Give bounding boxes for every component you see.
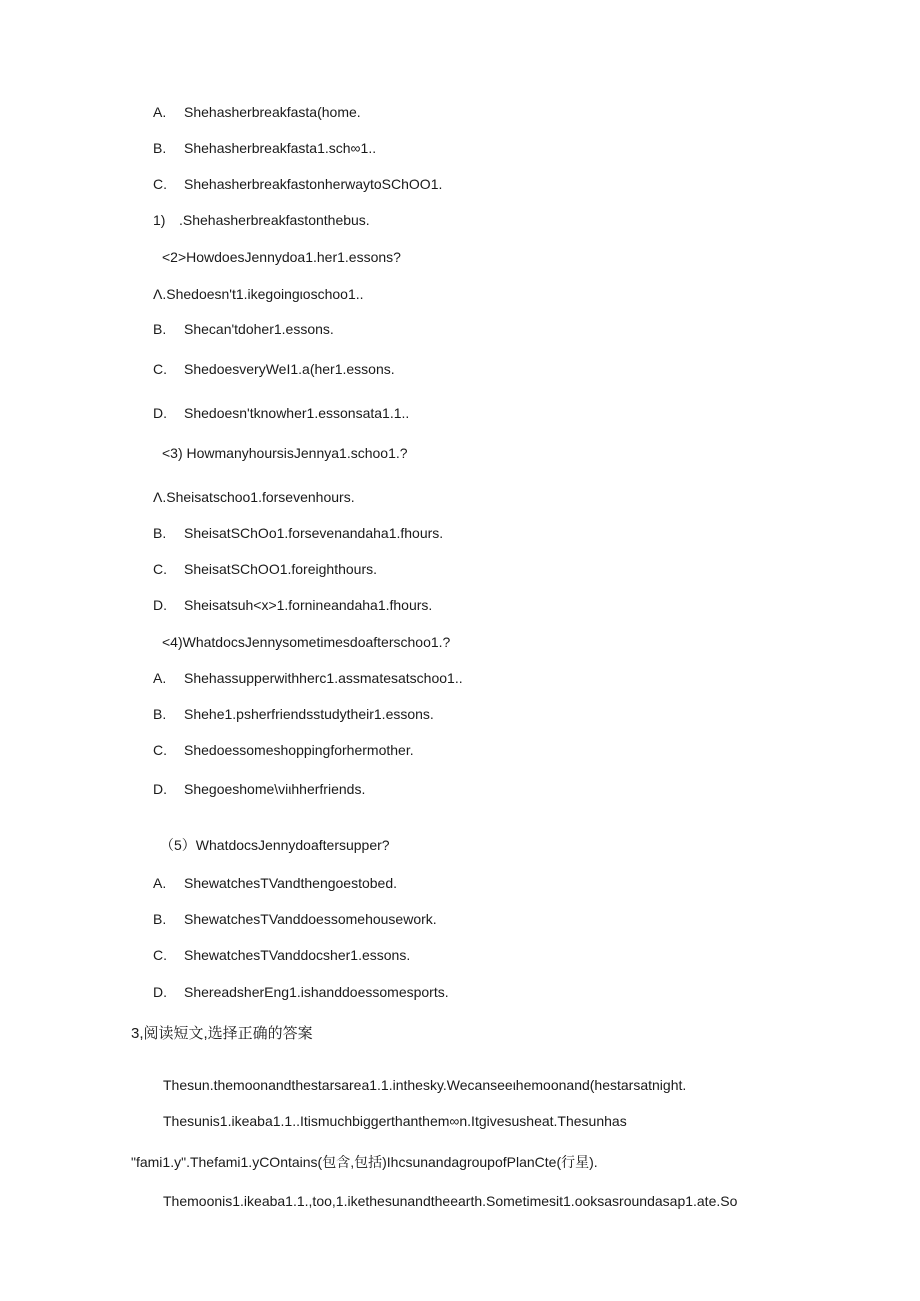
option-label: D. (153, 781, 167, 797)
q1-option-d (153, 211, 370, 229)
option-label: B. (153, 321, 167, 337)
option-text: ShewatchesTVanddoessomehousework. (184, 911, 437, 927)
q4-question: <4)WhatdocsJennysometimesdoafterschoo1.? (162, 634, 451, 650)
q5-option-b (153, 910, 437, 928)
option-text: Shecan'tdoher1.essons. (184, 321, 334, 337)
q5-option-d (153, 983, 449, 1001)
option-text: Shegoeshome\viιhherfriends. (184, 781, 366, 797)
q4-option-b (153, 705, 434, 723)
q3-question: <3) HowmanyhoursisJennya1.schoo1.? (162, 445, 408, 461)
option-text: Shedoessomeshoppingforhermother. (184, 742, 414, 758)
q3-option-c (153, 560, 377, 578)
option-text: Sheisatsuh<x>1.fornineandaha1.fhours. (184, 597, 433, 613)
option-label: C. (153, 947, 167, 963)
passage-line-2: Thesunis1.ikeaba1.1..Itismuchbiggerthanthem∞n.Itgivesusheat.Thesunhas (163, 1113, 627, 1129)
option-text: SheisatSChOo1.forsevenandaha1.fhours. (184, 525, 444, 541)
option-text: .Shehasherbreakfastonthebus. (179, 212, 370, 228)
q3-option-b (153, 524, 443, 542)
q5-option-c (153, 946, 410, 964)
option-label: A. (153, 670, 167, 686)
option-label: A. (153, 875, 167, 891)
option-text: Shehe1.psherfriendsstudytheir1.essons. (184, 706, 434, 722)
option-text: Shehassupperwithherc1.assmatesatschoo1.. (184, 670, 463, 686)
q1-option-c (153, 175, 442, 193)
option-text: Shedoesn'tknowher1.essonsata1.1.. (184, 405, 410, 421)
option-label: C. (153, 176, 167, 192)
option-label: 1) (153, 212, 166, 228)
option-text: ShereadsherEng1.ishanddoessomesports. (184, 984, 449, 1000)
option-label: B. (153, 911, 167, 927)
option-label: C. (153, 361, 167, 377)
option-label: B. (153, 140, 167, 156)
passage-line-1: Thesun.themoonandthestarsarea1.1.inthesky.Wecanseeιhemoonand(hestarsatnight. (163, 1077, 687, 1093)
q4-option-a (153, 669, 463, 687)
option-label: C. (153, 742, 167, 758)
option-label: D. (153, 984, 167, 1000)
option-label: C. (153, 561, 167, 577)
q2-question: <2>HowdoesJennydoa1.her1.essons? (162, 249, 401, 265)
passage-line-3: "fami1.y".Thefami1.yCOntains(包含,包括)IhcsunandagroupofPlanCte(行星). (131, 1154, 598, 1170)
q4-option-d (153, 780, 365, 798)
option-text: ShedoesveryWeI1.a(her1.essons. (184, 361, 395, 377)
option-label: A. (153, 104, 167, 120)
q1-option-a (153, 103, 361, 121)
q3-option-a: Λ.Sheisatschoo1.forsevenhours. (153, 489, 355, 505)
option-text: ShehasherbreakfastonherwaytoSChOO1. (184, 176, 443, 192)
q1-option-b (153, 139, 376, 157)
option-label: D. (153, 597, 167, 613)
q2-option-d (153, 404, 409, 422)
q5-option-a (153, 874, 397, 892)
q2-option-c (153, 360, 395, 378)
q5-question: （5）WhatdocsJennydoaftersupper? (160, 837, 390, 853)
option-label: D. (153, 405, 167, 421)
q3-option-d (153, 596, 432, 614)
q4-option-c (153, 741, 414, 759)
section-heading: 3,阅读短文,选择正确的答案 (131, 1025, 313, 1042)
option-text: Shehasherbreakfasta(home. (184, 104, 361, 120)
q2-option-b (153, 320, 334, 338)
option-text: SheisatSChOO1.foreighthours. (184, 561, 377, 577)
option-label: B. (153, 525, 167, 541)
option-label: B. (153, 706, 167, 722)
option-text: Shehasherbreakfasta1.sch∞1.. (184, 140, 377, 156)
q2-option-a: Λ.Shedoesn't1.ikegoingιoschoo1.. (153, 286, 364, 302)
option-text: ShewatchesTVandthengoestobed. (184, 875, 398, 891)
option-text: ShewatchesTVanddocsher1.essons. (184, 947, 411, 963)
passage-line-4: Themoonis1.ikeaba1.1.,too,1.ikethesunandtheearth.Sometimesit1.ooksasroundasap1.ate.So (163, 1193, 738, 1209)
